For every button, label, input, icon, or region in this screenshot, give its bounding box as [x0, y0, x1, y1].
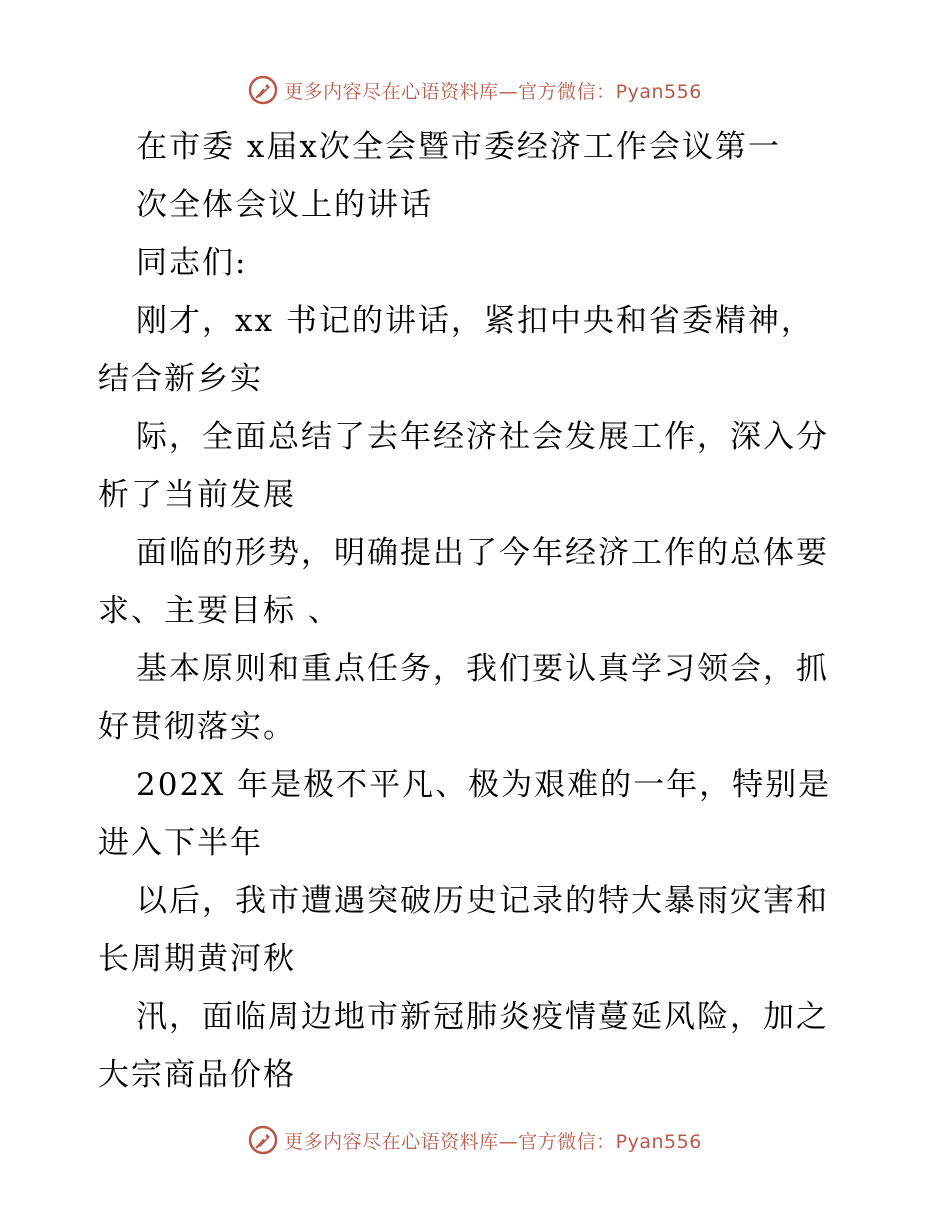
document-line: 在市委 x届x次全会暨市委经济工作会议第一 — [136, 129, 781, 165]
pen-nib-logo-icon — [248, 75, 278, 105]
header-banner — [0, 72, 950, 108]
document-line: 大宗商品价格 — [98, 1057, 296, 1093]
header-banner-text: 更多内容尽在心语资料库—官方微信：Pyan556 — [284, 80, 702, 103]
document-line: 长周期黄河秋 — [98, 941, 296, 977]
document-line: 好贯彻落实。 — [98, 709, 296, 745]
document-line: 析了当前发展 — [98, 477, 296, 513]
document-line: 际，全面总结了去年经济社会发展工作，深入分 — [136, 419, 829, 455]
document-line: 面临的形势，明确提出了今年经济工作的总体要 — [136, 535, 829, 571]
document-line: 刚才，xx 书记的讲话，紧扣中央和省委精神， — [136, 303, 814, 339]
footer-banner — [0, 1122, 950, 1158]
document-line: 基本原则和重点任务，我们要认真学习领会，抓 — [136, 651, 829, 687]
footer-banner-text: 更多内容尽在心语资料库—官方微信：Pyan556 — [284, 1130, 702, 1153]
document-line: 次全体会议上的讲话 — [136, 187, 433, 223]
document-body — [98, 118, 858, 1104]
pen-nib-logo-icon — [248, 1125, 278, 1155]
document-line: 求、主要目标 、 — [98, 593, 341, 629]
document-line: 进入下半年 — [98, 825, 263, 861]
document-line: 202X 年是极不平凡、极为艰难的一年，特别是 — [136, 767, 832, 803]
document-line: 以后，我市遭遇突破历史记录的特大暴雨灾害和 — [136, 883, 829, 919]
document-line: 汛，面临周边地市新冠肺炎疫情蔓延风险，加之 — [136, 999, 829, 1035]
document-line: 同志们: — [136, 245, 248, 281]
document-line: 结合新乡实 — [98, 361, 263, 397]
